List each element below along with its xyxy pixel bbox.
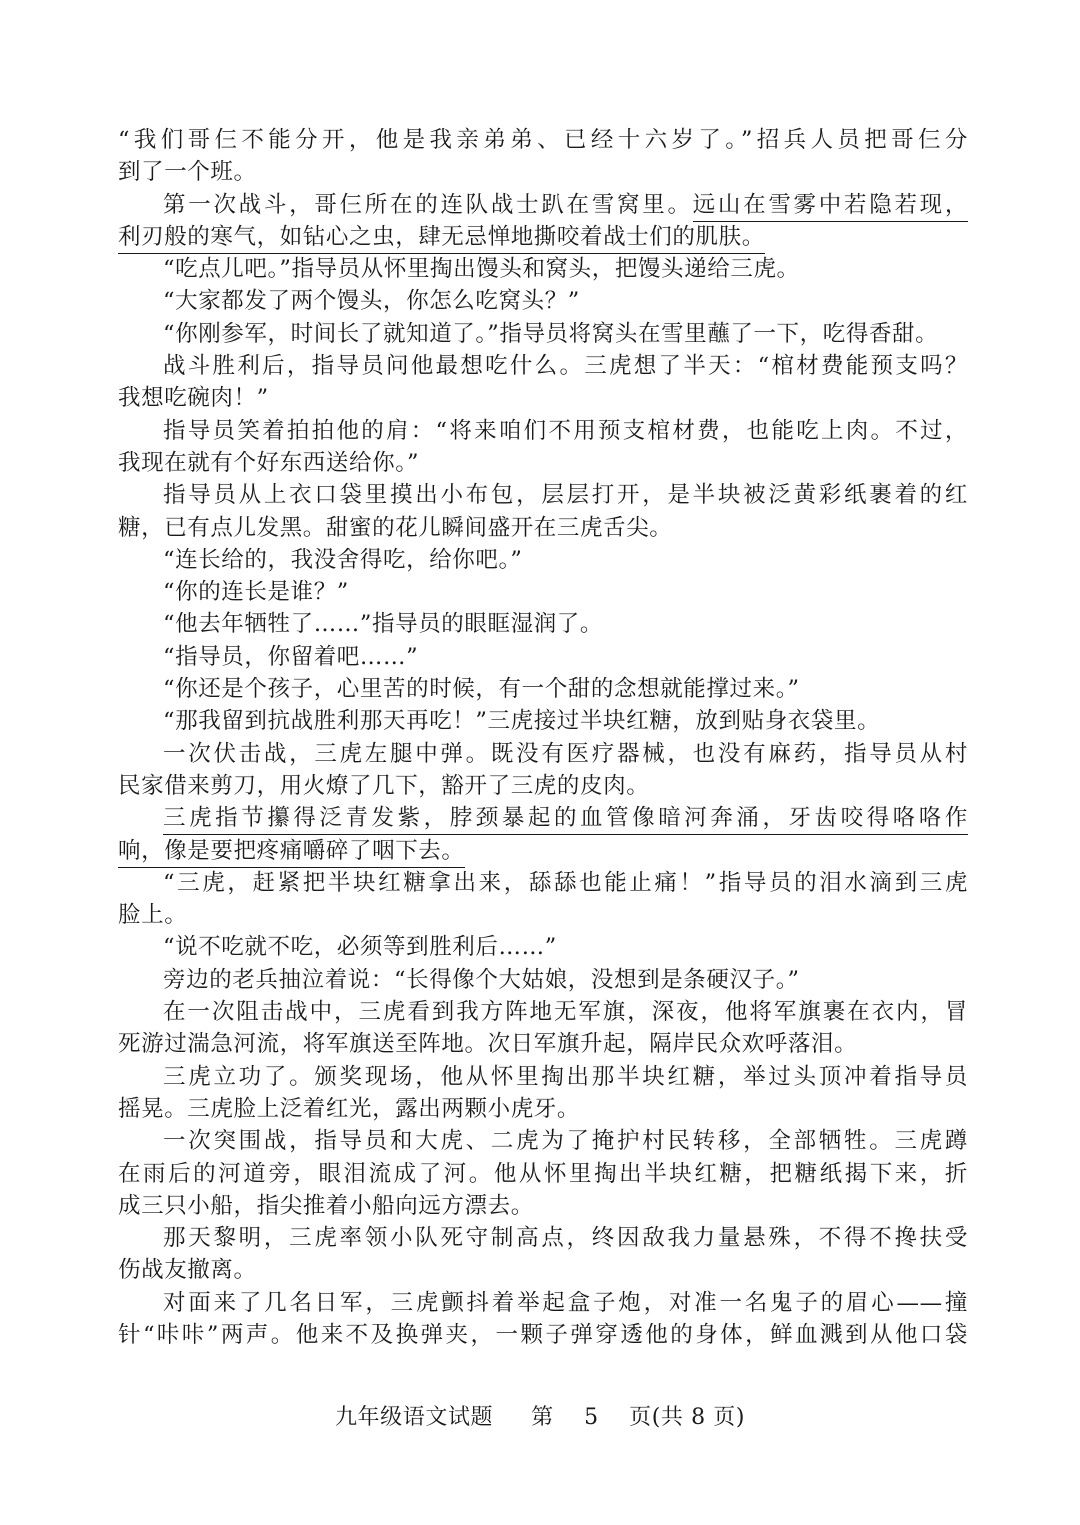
line-text: “连长给的，我没舍得吃，给你吧。” (163, 546, 523, 573)
line-text: “三虎，赶紧把半块红糖拿出来，舔舔也能止痛！”指导员的泪水滴到三虎 (163, 869, 968, 896)
line-text: “你刚参军，时间长了就知道了。”指导员将窝头在雪里蘸了一下，吃得香甜。 (163, 320, 939, 347)
text-line (118, 1125, 968, 1157)
text-line (118, 189, 968, 221)
text-line (118, 996, 968, 1028)
text-line (118, 415, 968, 447)
text-line (118, 835, 968, 867)
text-line (118, 641, 968, 673)
text-line (118, 738, 968, 770)
line-text: 针“咔咔”两声。他来不及换弹夹，一颗子弹穿透他的身体，鲜血溅到从他口袋 (118, 1321, 968, 1348)
text-line (118, 867, 968, 899)
line-text: 旁边的老兵抽泣着说：“长得像个大姑娘，没想到是条硬汉子。” (163, 966, 800, 993)
line-text: 成三只小船，指尖推着小船向远方漂去。 (118, 1192, 534, 1219)
text-line (118, 447, 968, 479)
line-text: 摇晃。三虎脸上泛着红光，露出两颗小虎牙。 (118, 1095, 581, 1122)
text-line (118, 705, 968, 737)
line-text: 对面来了几名日军，三虎颤抖着举起盒子炮，对准一名鬼子的眉心——撞 (163, 1289, 968, 1316)
line-text: 民家借来剪刀，用火燎了几下，豁开了三虎的皮肉。 (118, 772, 650, 799)
footer-title: 九年级语文试题 (334, 1405, 494, 1430)
line-text: 死游过湍急河流，将军旗送至阵地。次日军旗升起，隔岸民众欢呼落泪。 (118, 1031, 858, 1058)
line-text: 我想吃碗肉！” (118, 385, 269, 412)
line-text: 那天黎明，三虎率领小队死守制高点，终因敌我力量悬殊，不得不搀扶受 (163, 1225, 968, 1252)
underlined-text: 远山在雪雾中若隐若现， (693, 192, 968, 222)
text-line (118, 544, 968, 576)
text-line (118, 931, 968, 963)
line-text: 一次突围战，指导员和大虎、二虎为了掩护村民转移，全部牺牲。三虎蹲 (163, 1128, 968, 1155)
line-text: 在雨后的河道旁，眼泪流成了河。他从怀里掏出半块红糖，把糖纸揭下来，折 (118, 1160, 968, 1187)
line-text: 脸上。 (118, 902, 188, 929)
text-line (118, 673, 968, 705)
line-text: “说不吃就不吃，必须等到胜利后……” (163, 934, 557, 961)
text-line (118, 124, 968, 156)
line-text: 伤战友撤离。 (118, 1257, 257, 1284)
text-line (118, 1254, 968, 1286)
line-text: 在一次阻击战中，三虎看到我方阵地无军旗，深夜，他将军旗裹在衣内，冒 (163, 999, 968, 1026)
line-text: 糖，已有点儿发黑。甜蜜的花儿瞬间盛开在三虎舌尖。 (118, 514, 673, 541)
line-text: “大家都发了两个馒头，你怎么吃窝头？” (163, 288, 580, 315)
passage-text (118, 124, 968, 1351)
line-text: 第一次战斗，哥仨所在的连队战士趴在雪窝里。 (163, 191, 693, 218)
footer-page-prefix: 第 (531, 1405, 554, 1430)
line-text: “指导员，你留着吧……” (163, 643, 419, 670)
text-line (118, 1319, 968, 1351)
text-line (118, 512, 968, 544)
text-line (118, 1190, 968, 1222)
line-text: “吃点儿吧。”指导员从怀里掏出馒头和窝头，把馒头递给三虎。 (163, 256, 800, 283)
text-line (118, 350, 968, 382)
underlined-text: 三虎指节攥得泛青发紫，脖颈暴起的血管像暗河奔涌，牙齿咬得咯咯作 (163, 805, 968, 835)
text-line (118, 1028, 968, 1060)
line-text: “你的连长是谁？” (163, 579, 349, 606)
text-line (118, 1222, 968, 1254)
footer-page-number: 5 (584, 1405, 599, 1430)
text-line (118, 318, 968, 350)
text-line (118, 1093, 968, 1125)
line-text: 我现在就有个好东西送给你。” (118, 449, 420, 476)
text-line (118, 479, 968, 511)
underlined-text: 响，像是要把疼痛嚼碎了咽下去。 (118, 838, 465, 868)
text-line (118, 608, 968, 640)
text-line (118, 1158, 968, 1190)
text-line (118, 576, 968, 608)
text-line (118, 253, 968, 285)
line-text: 指导员笑着拍拍他的肩：“将来咱们不用预支棺材费，也能吃上肉。不过， (163, 417, 968, 444)
line-text: “你还是个孩子，心里苦的时候，有一个甜的念想就能撑过来。” (163, 676, 800, 703)
text-line (118, 221, 968, 253)
page-footer (0, 1400, 1080, 1431)
text-line (118, 1061, 968, 1093)
line-text: “他去年牺牲了……”指导员的眼眶湿润了。 (163, 611, 604, 638)
text-line (118, 964, 968, 996)
line-text: 到了一个班。 (118, 159, 257, 186)
line-text: “那我留到抗战胜利那天再吃！”三虎接过半块红糖，放到贴身衣袋里。 (163, 708, 881, 735)
line-text: 一次伏击战，三虎左腿中弹。既没有医疗器械，也没有麻药，指导员从村 (163, 740, 968, 767)
footer-page-suffix: 页(共 8 页) (629, 1405, 746, 1430)
line-text: 战斗胜利后，指导员问他最想吃什么。三虎想了半天：“棺材费能预支吗？ (163, 353, 968, 380)
text-line (118, 899, 968, 931)
text-line (118, 382, 968, 414)
underlined-text: 利刃般的寒气，如钻心之虫，肆无忌惮地撕咬着战士们的肌肤。 (118, 224, 765, 254)
text-line (118, 802, 968, 834)
text-line (118, 156, 968, 188)
line-text: 三虎立功了。颁奖现场，他从怀里掏出那半块红糖，举过头顶冲着指导员 (163, 1063, 968, 1090)
line-text: “我们哥仨不能分开，他是我亲弟弟、已经十六岁了。”招兵人员把哥仨分 (118, 127, 968, 153)
text-line (118, 770, 968, 802)
line-text: 指导员从上衣口袋里摸出小布包，层层打开，是半块被泛黄彩纸裹着的红 (163, 482, 968, 509)
text-line (118, 285, 968, 317)
text-line (118, 1287, 968, 1319)
